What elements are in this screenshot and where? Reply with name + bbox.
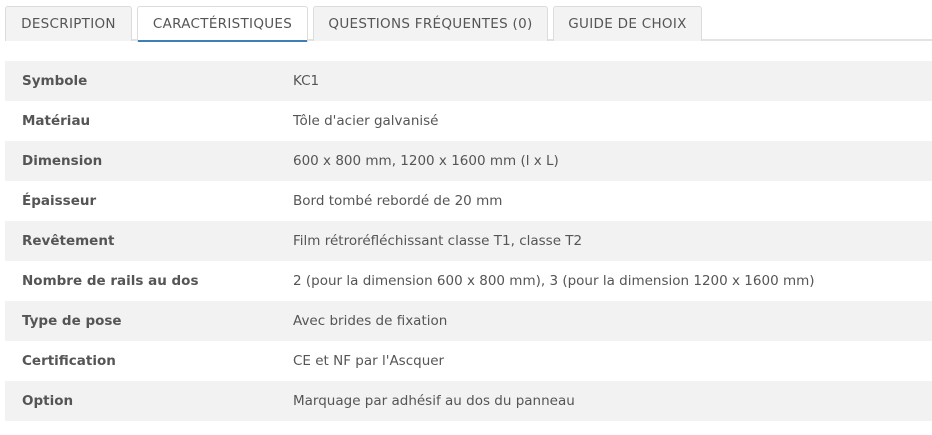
spec-row-revetement (5, 221, 932, 261)
spec-label: Dimension (22, 153, 103, 169)
spec-value: Film rétroréfléchissant classe T1, classe T2 (293, 233, 583, 249)
spec-label: Revêtement (22, 233, 115, 249)
spec-row-symbole (5, 61, 932, 101)
spec-value: CE et NF par l'Ascquer (293, 353, 445, 369)
spec-value: KC1 (293, 73, 320, 89)
spec-row-dimension (5, 141, 932, 181)
tab-guide-de-choix[interactable]: GUIDE DE CHOIX (553, 6, 702, 41)
spec-value: 2 (pour la dimension 600 x 800 mm), 3 (pour la dimension 1200 x 1600 mm) (293, 273, 815, 289)
spec-label: Option (22, 393, 74, 409)
spec-value: Avec brides de fixation (293, 313, 448, 329)
spec-value: Marquage par adhésif au dos du panneau (293, 393, 575, 409)
spec-row-epaisseur (5, 181, 932, 221)
spec-label: Nombre de rails au dos (22, 273, 199, 289)
spec-label: Matériau (22, 113, 91, 129)
spec-row-type-de-pose (5, 301, 932, 341)
spec-label: Symbole (22, 73, 88, 89)
spec-label: Épaisseur (22, 193, 97, 209)
spec-label: Type de pose (22, 313, 122, 329)
tab-caracteristiques[interactable]: CARACTÉRISTIQUES (137, 6, 308, 42)
product-tabs (5, 6, 932, 41)
spec-row-materiau (5, 101, 932, 141)
spec-row-certification (5, 341, 932, 381)
spec-label: Certification (22, 353, 116, 369)
specifications-table (5, 61, 932, 421)
tab-questions-frequentes[interactable]: QUESTIONS FRÉQUENTES (0) (313, 6, 548, 41)
spec-row-nombre-de-rails (5, 261, 932, 301)
spec-value: Bord tombé rebordé de 20 mm (293, 193, 503, 209)
spec-value: Tôle d'acier galvanisé (293, 113, 439, 129)
tab-description[interactable]: DESCRIPTION (5, 6, 132, 41)
spec-row-option (5, 381, 932, 421)
spec-value: 600 x 800 mm, 1200 x 1600 mm (l x L) (293, 153, 559, 169)
